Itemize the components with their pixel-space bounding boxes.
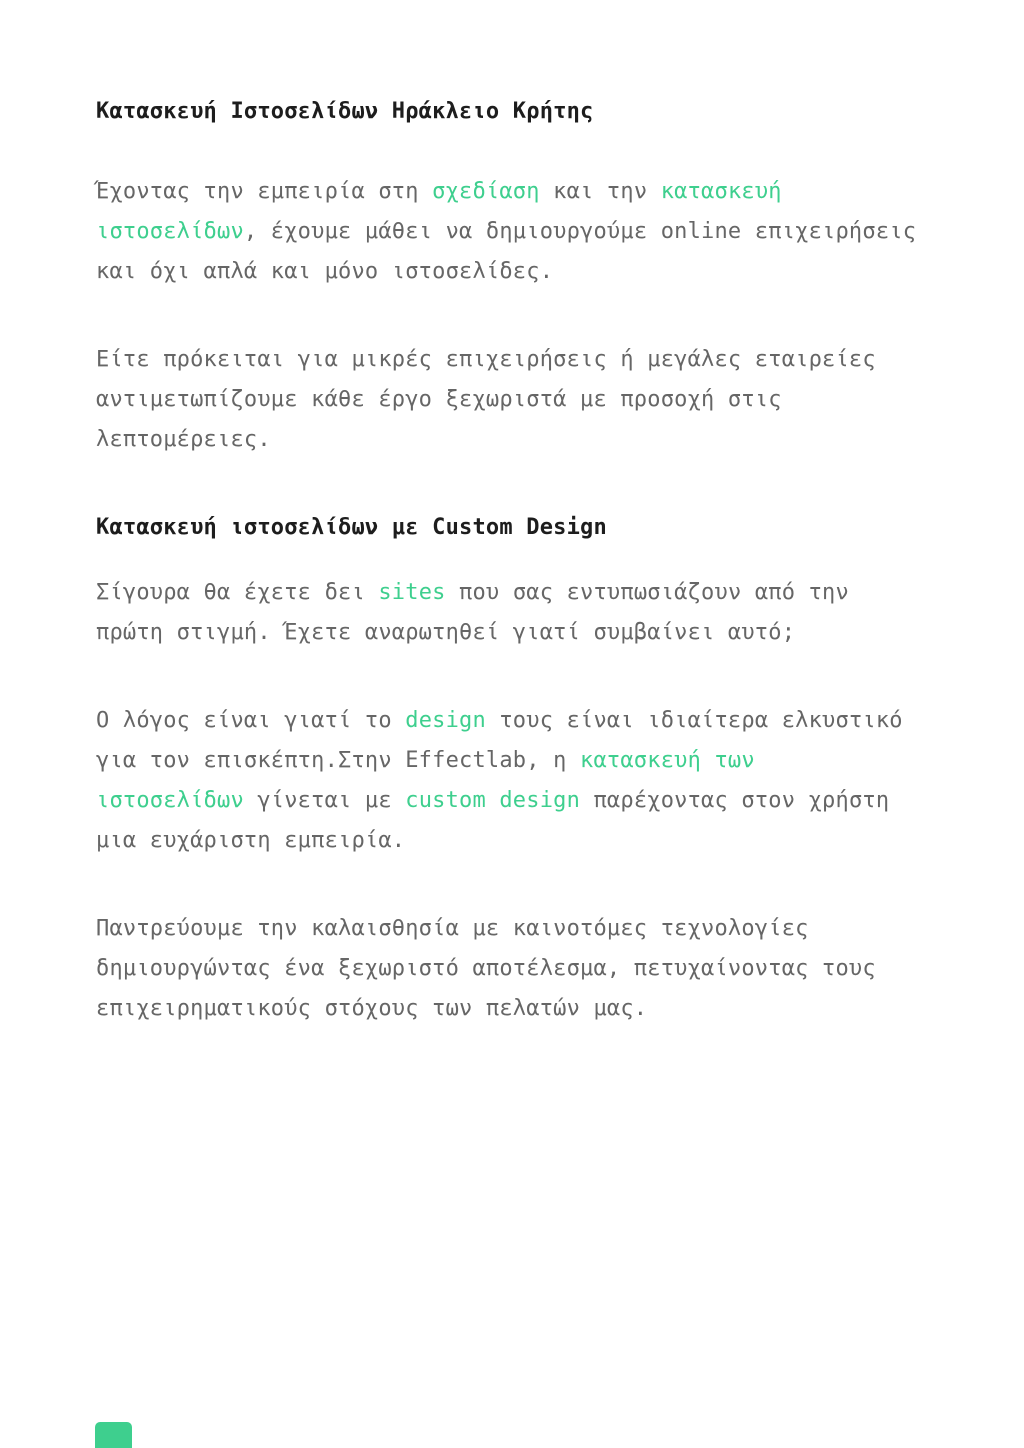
text-segment: δημιουργώντας ένα ξεχωριστό αποτέλεσμα, πετυχαίνοντας τους: [96, 956, 876, 981]
text-segment: τους είναι ιδιαίτερα ελκυστικό: [485, 708, 903, 733]
inline-link[interactable]: sites: [378, 580, 446, 605]
text-segment: αντιμετωπίζουμε κάθε έργο ξεχωριστά με προσοχή στις: [96, 387, 782, 412]
text-line: [96, 821, 936, 861]
text-segment: Κατασκευή Ιστοσελίδων Ηράκλειο Κρήτης: [96, 99, 594, 124]
text-line: [96, 573, 936, 613]
text-line: [96, 92, 936, 132]
chat-widget-icon[interactable]: [95, 1422, 132, 1448]
inline-link[interactable]: design: [405, 708, 486, 733]
text-line: [96, 781, 936, 821]
text-segment: γίνεται με: [243, 788, 406, 813]
inline-link[interactable]: σχεδίαση: [432, 179, 540, 204]
paragraph-experience: [96, 172, 936, 292]
text-segment: πρώτη στιγμή. Έχετε αναρωτηθεί γιατί συμβαίνει αυτό;: [96, 620, 796, 645]
text-line: [96, 613, 936, 653]
text-line: [96, 340, 936, 380]
inline-link[interactable]: custom design: [405, 788, 581, 813]
paragraph-design-reason: [96, 701, 936, 861]
text-segment: λεπτομέρειες.: [96, 427, 271, 452]
inline-link[interactable]: ιστοσελίδων: [96, 219, 244, 244]
paragraph-sites: [96, 573, 936, 653]
text-line: [96, 420, 936, 460]
text-segment: παρέχοντας στον χρήστη: [580, 788, 890, 813]
text-line: [96, 989, 936, 1029]
text-segment: επιχειρηματικούς στόχους των πελατών μας.: [96, 996, 648, 1021]
text-segment: Ο λόγος είναι γιατί το: [96, 708, 406, 733]
paragraph-projects: [96, 340, 936, 460]
inline-link[interactable]: ιστοσελίδων: [96, 788, 244, 813]
inline-link[interactable]: κατασκευή των: [580, 748, 755, 773]
text-line: [96, 701, 936, 741]
page-title: [96, 92, 936, 132]
text-segment: Κατασκευή ιστοσελίδων με Custom Design: [96, 515, 607, 540]
text-segment: , έχουμε μάθει να δημιουργούμε online επιχειρήσεις: [243, 219, 917, 244]
text-segment: για τον επισκέπτη.Στην Effectlab, η: [96, 748, 581, 773]
paragraph-aesthetics: [96, 909, 936, 1029]
text-line: [96, 172, 936, 212]
text-line: [96, 508, 936, 548]
text-line: [96, 212, 936, 252]
text-segment: που σας εντυπωσιάζουν από την: [445, 580, 849, 605]
text-line: [96, 909, 936, 949]
section-heading-custom-design: [96, 508, 936, 548]
text-segment: Έχοντας την εμπειρία στη: [96, 179, 433, 204]
inline-link[interactable]: κατασκευή: [660, 179, 782, 204]
text-segment: μια ευχάριστη εμπειρία.: [96, 828, 406, 853]
text-line: [96, 741, 936, 781]
text-segment: και όχι απλά και μόνο ιστοσελίδες.: [96, 259, 554, 284]
text-line: [96, 949, 936, 989]
document-body: [96, 92, 936, 1077]
text-segment: και την: [539, 179, 661, 204]
text-line: [96, 380, 936, 420]
text-segment: Παντρεύουμε την καλαισθησία με καινοτόμες τεχνολογίες: [96, 916, 809, 941]
text-segment: Σίγουρα θα έχετε δει: [96, 580, 379, 605]
text-line: [96, 252, 936, 292]
text-segment: Είτε πρόκειται για μικρές επιχειρήσεις ή μεγάλες εταιρείες: [96, 347, 876, 372]
